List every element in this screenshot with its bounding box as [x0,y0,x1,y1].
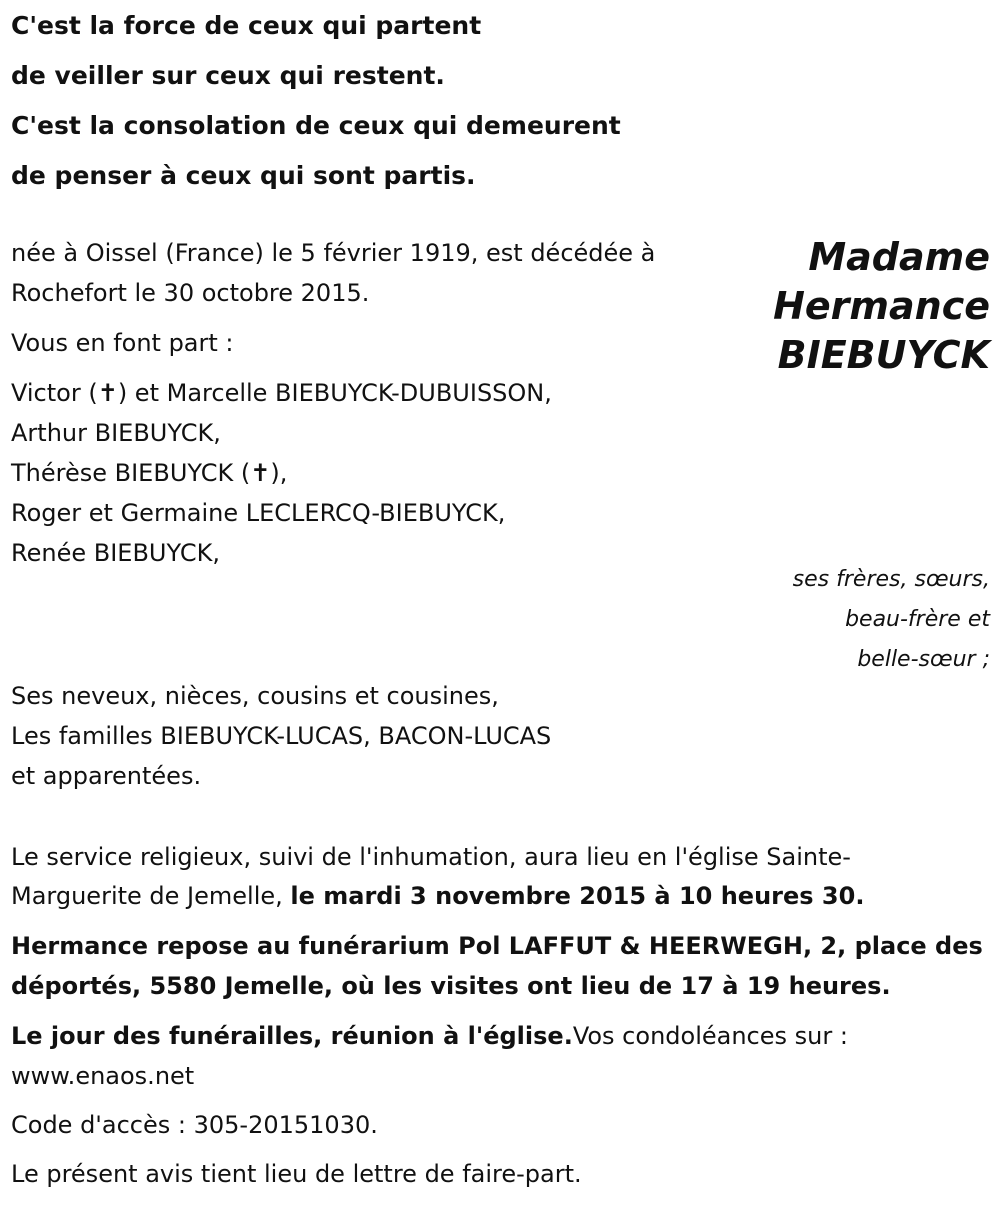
funeral-day-meeting: Le jour des funérailles, réunion à l'église. [11,1022,573,1050]
birth-line-1: née à Oissel (France) le 5 février 1919, est décédée à [11,239,656,267]
poem-line: C'est la consolation de ceux qui demeurent [11,111,621,140]
relation-line: belle-sœur ; [857,647,990,672]
sibling-line: Arthur BIEBUYCK, [11,419,221,447]
poem [11,6,621,206]
poem-line: de penser à ceux qui sont partis. [11,161,476,190]
deceased-title: Madame [808,235,990,279]
condolences-label: Vos condoléances sur : [572,1022,848,1050]
family-line: Les familles BIEBUYCK-LUCAS, BACON-LUCAS [11,722,552,750]
sibling-line: Thérèse BIEBUYCK (✝), [11,459,288,487]
relation-line: beau-frère et [845,607,990,632]
service-line-2 [11,876,864,916]
sibling-relation [793,560,990,680]
sibling-line: Renée BIEBUYCK, [11,539,220,567]
funeral-day-line [11,1016,848,1056]
closing-note: Le présent avis tient lieu de lettre de faire-part. [11,1160,582,1188]
service-line-1: Le service religieux, suivi de l'inhumation, aura lieu en l'église Sainte- [11,843,851,871]
relation-line: ses frères, sœurs, [792,567,990,592]
family-line: et apparentées. [11,762,202,790]
sibling-line: Victor (✝) et Marcelle BIEBUYCK-DUBUISSON, [11,379,552,407]
deceased-first-name: Hermance [773,284,990,328]
service-date: le mardi 3 novembre 2015 à 10 heures 30. [290,882,865,910]
deceased-name [773,233,990,380]
poem-line: C'est la force de ceux qui partent [11,11,482,40]
service-location: Marguerite de Jemelle, [11,882,291,910]
funerarium-line-1: Hermance repose au funérarium Pol LAFFUT & HEERWEGH, 2, place des [11,932,983,960]
deceased-last-name: BIEBUYCK [777,333,990,377]
poem-line: de veiller sur ceux qui restent. [11,61,445,90]
sibling-line: Roger et Germaine LECLERCQ-BIEBUYCK, [11,499,506,527]
access-code: Code d'accès : 305-20151030. [11,1111,378,1139]
website-link[interactable]: www.enaos.net [11,1062,195,1090]
funerarium-line-2: déportés, 5580 Jemelle, où les visites ont lieu de 17 à 19 heures. [11,972,891,1000]
announce-label: Vous en font part : [11,329,234,357]
birth-line-2: Rochefort le 30 octobre 2015. [11,279,370,307]
family-line: Ses neveux, nièces, cousins et cousines, [11,682,499,710]
